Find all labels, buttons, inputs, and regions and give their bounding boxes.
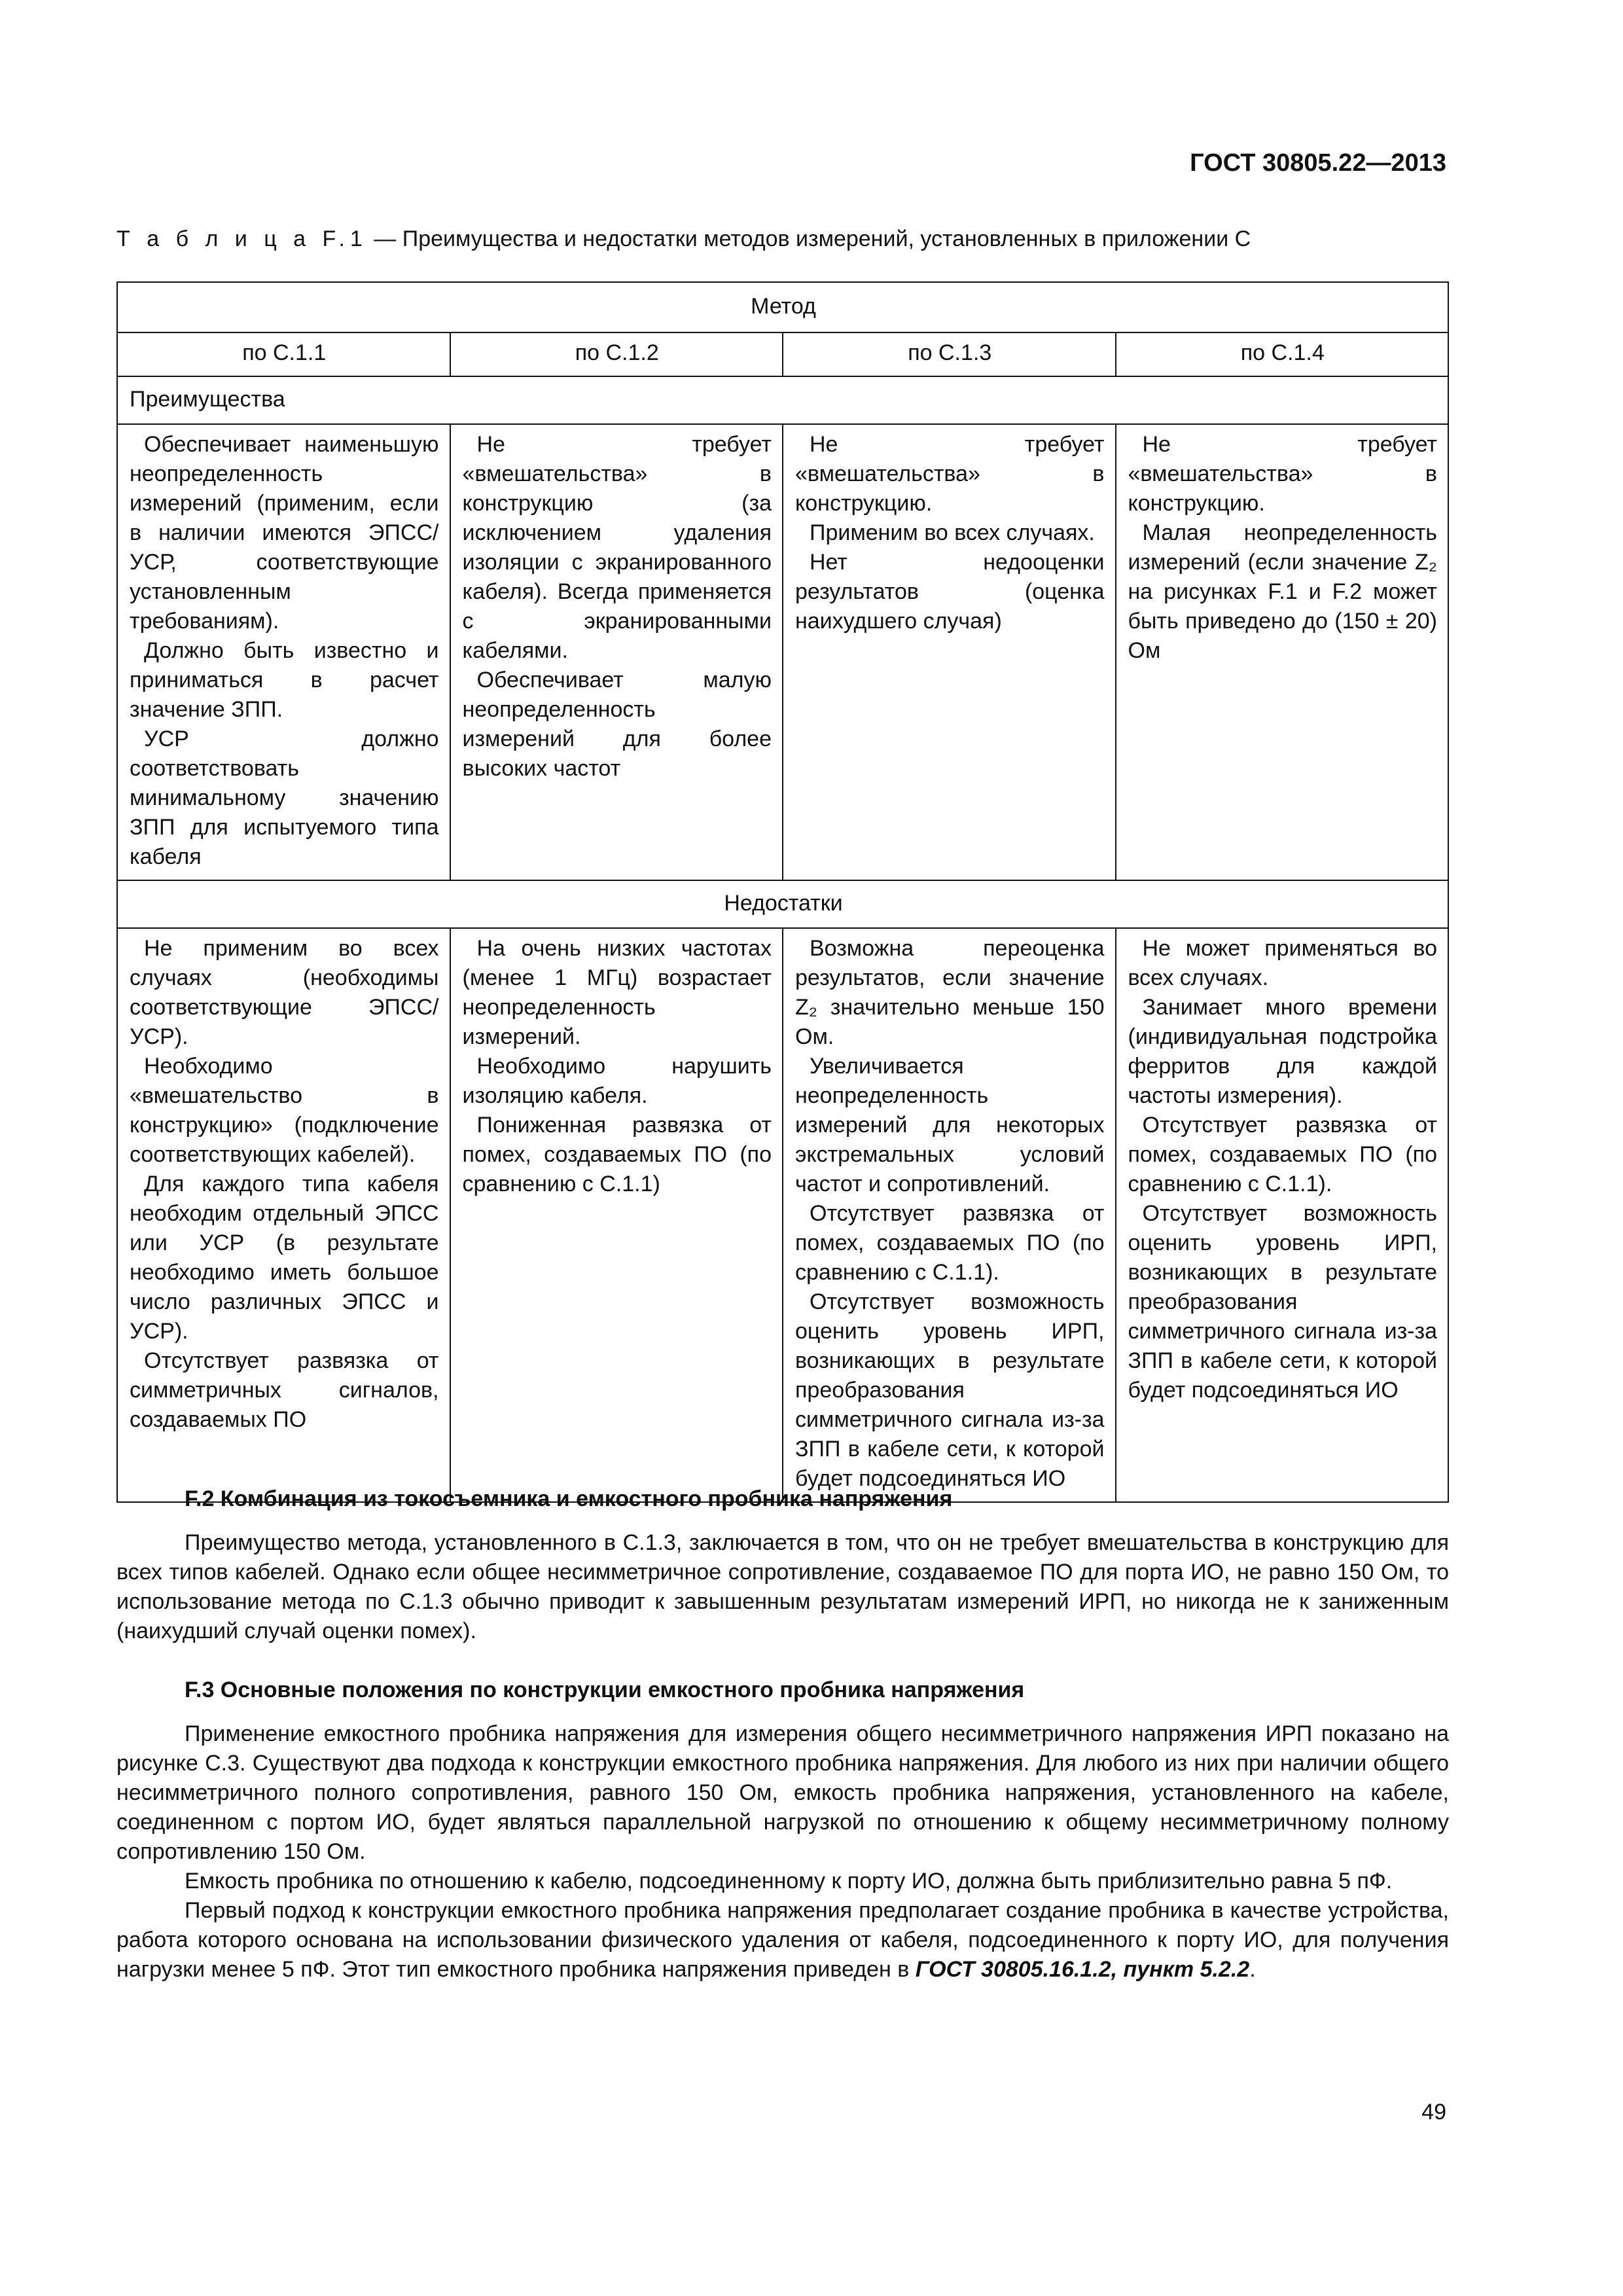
column-header: по С.1.3 xyxy=(783,332,1116,376)
cell-paragraph: Должно быть известно и приниматься в расчет значение ЗПП. xyxy=(130,638,439,722)
cell-paragraph: Отсутствует возможность оценить уровень ИРП, возникающих в результате преобразования симметричного сигнала из-за ЗПП в кабеле сети, к которой будет подсоединяться ИО xyxy=(795,1289,1105,1491)
advantages-label-row xyxy=(117,376,1448,424)
cell-paragraph: Занимает много времени (индивидуальная подстройка ферритов для каждой частоты измерения). xyxy=(1128,995,1437,1108)
disadvantages-label: Недостатки xyxy=(117,880,1448,928)
cell-paragraph: На очень низких частотах (менее 1 МГц) возрастает неопределенность измерений. xyxy=(462,936,772,1049)
cell-paragraph: Для каждого типа кабеля необходим отдельный ЭПСС или УСР (в результате необходимо иметь большое число различных ЭПСС и УСР). xyxy=(130,1172,439,1344)
disadvantages-cell xyxy=(117,928,450,1502)
cell-paragraph: Не требует «вмешательства» в конструкцию. xyxy=(795,432,1105,516)
disadvantages-label-row xyxy=(117,880,1448,928)
table-caption-prefix: Т а б л и ц а F.1 xyxy=(116,226,368,251)
cell-paragraph: Обеспечивает наименьшую неопределенность измерений (применим, если в наличии имеются ЭПСС/ УСР, соответствующие установленным требованиям). xyxy=(130,432,439,634)
column-header: по С.1.1 xyxy=(117,332,450,376)
cell-paragraph: Пониженная развязка от помех, создаваемых ПО (по сравнению с С.1.1) xyxy=(462,1113,772,1196)
advantages-cell xyxy=(1116,424,1449,880)
advantages-cell xyxy=(117,424,450,880)
table-columns-row xyxy=(117,332,1448,376)
advantages-cell xyxy=(783,424,1116,880)
section-heading: F.2 Комбинация из токосъемника и емкостного пробника напряжения xyxy=(185,1486,953,1511)
cell-paragraph: Нет недооценки результатов (оценка наихудшего случая) xyxy=(795,550,1105,634)
disadvantages-cell xyxy=(1116,928,1449,1502)
disadvantages-row xyxy=(117,928,1448,1502)
cell-paragraph: Отсутствует возможность оценить уровень ИРП, возникающих в результате преобразования симметричного сигнала из-за ЗПП в кабеле сети, к которой будет подсоединяться ИО xyxy=(1128,1201,1437,1403)
paragraph-end: . xyxy=(1249,1957,1256,1982)
section-paragraph: Преимущество метода, установленного в С.1.3, заключается в том, что он не требует вмешательства в конструкцию для всех типов кабелей. Однако если общее несимметричное сопротивление, создаваемое ПО для порта ИО, не равно 150 Ом, то использование метода по С.1.3 обычно приводит к завышенным результатам измерений ИРП, но никогда не к заниженным (наихудший случай оценки помех). xyxy=(116,1530,1449,1643)
cell-paragraph: Отсутствует развязка от симметричных сигналов, создаваемых ПО xyxy=(130,1348,439,1432)
cell-paragraph: Необходимо нарушить изоляцию кабеля. xyxy=(462,1054,772,1108)
disadvantages-cell xyxy=(783,928,1116,1502)
document-header: ГОСТ 30805.22—2013 xyxy=(1190,149,1446,177)
standard-reference: ГОСТ 30805.16.1.2, пункт 5.2.2 xyxy=(915,1957,1250,1982)
cell-paragraph: Не требует «вмешательства» в конструкцию. xyxy=(1128,432,1437,516)
advantages-label: Преимущества xyxy=(117,376,1448,424)
cell-paragraph: Малая неопределенность измерений (если значение Z₂ на рисунках F.1 и F.2 может быть приведено до (150 ± 20) Ом xyxy=(1128,520,1437,663)
cell-paragraph: Не применим во всех случаях (необходимы соответствующие ЭПСС/УСР). xyxy=(130,936,439,1049)
method-header: Метод xyxy=(117,282,1448,332)
advantages-row xyxy=(117,424,1448,880)
cell-paragraph: Возможна переоценка результатов, если значение Z₂ значительно меньше 150 Ом. xyxy=(795,936,1105,1049)
paragraph-text: Первый подход к конструкции емкостного пробника напряжения предполагает создание пробника в качестве устройства, работа которого основана на использовании физического удаления от кабеля, подсоединенного к порту ИО, для получения нагрузки менее 5 пФ. Этот тип емкостного пробника напряжения приведен в xyxy=(116,1898,1449,1982)
page-number: 49 xyxy=(1421,2100,1446,2125)
table-caption xyxy=(116,226,1251,252)
cell-paragraph: Необходимо «вмешательство в конструкцию» (подключение соответствующих кабелей). xyxy=(130,1054,439,1167)
cell-paragraph: Обеспечивает малую неопределенность измерений для более высоких частот xyxy=(462,668,772,781)
column-header: по С.1.2 xyxy=(450,332,783,376)
cell-paragraph: Отсутствует развязка от помех, создаваемых ПО (по сравнению с С.1.1). xyxy=(1128,1113,1437,1196)
column-header: по С.1.4 xyxy=(1116,332,1449,376)
table-header-row xyxy=(117,282,1448,332)
disadvantages-cell xyxy=(450,928,783,1502)
cell-paragraph: Отсутствует развязка от помех, создаваемых ПО (по сравнению с С.1.1). xyxy=(795,1201,1105,1285)
methods-table xyxy=(116,281,1449,1503)
table-caption-text: — Преимущества и недостатки методов измерений, установленных в приложении С xyxy=(367,226,1251,251)
section-f3 xyxy=(116,1676,1449,1984)
cell-paragraph: УСР должно соответствовать минимальному значению ЗПП для испытуемого типа кабеля xyxy=(130,726,439,869)
section-paragraph xyxy=(116,1896,1449,1984)
section-paragraph: Применение емкостного пробника напряжения для измерения общего несимметричного напряжения ИРП показано на рисунке С.3. Существуют два подхода к конструкции емкостного пробника напряжения. Для любого из них при наличии общего несимметричного полного сопротивления, равного 150 Ом, емкость пробника напряжения, установленного на кабеле, соединенном с портом ИО, будет являться параллельной нагрузкой по отношению к общему несимметричному полному сопротивлению 150 Ом. xyxy=(116,1721,1449,1864)
cell-paragraph: Увеличивается неопределенность измерений для некоторых экстремальных условий частот и сопротивлений. xyxy=(795,1054,1105,1196)
cell-paragraph: Не может применяться во всех случаях. xyxy=(1128,936,1437,990)
advantages-cell xyxy=(450,424,783,880)
section-heading: F.3 Основные положения по конструкции емкостного пробника напряжения xyxy=(185,1677,1025,1702)
section-paragraph: Емкость пробника по отношению к кабелю, подсоединенному к порту ИО, должна быть приблизительно равна 5 пФ. xyxy=(185,1869,1393,1893)
cell-paragraph: Не требует «вмешательства» в конструкцию (за исключением удаления изоляции с экранированного кабеля). Всегда применяется с экранированными кабелями. xyxy=(462,432,772,663)
cell-paragraph: Применим во всех случаях. xyxy=(810,520,1095,545)
section-f2 xyxy=(116,1484,1449,1646)
